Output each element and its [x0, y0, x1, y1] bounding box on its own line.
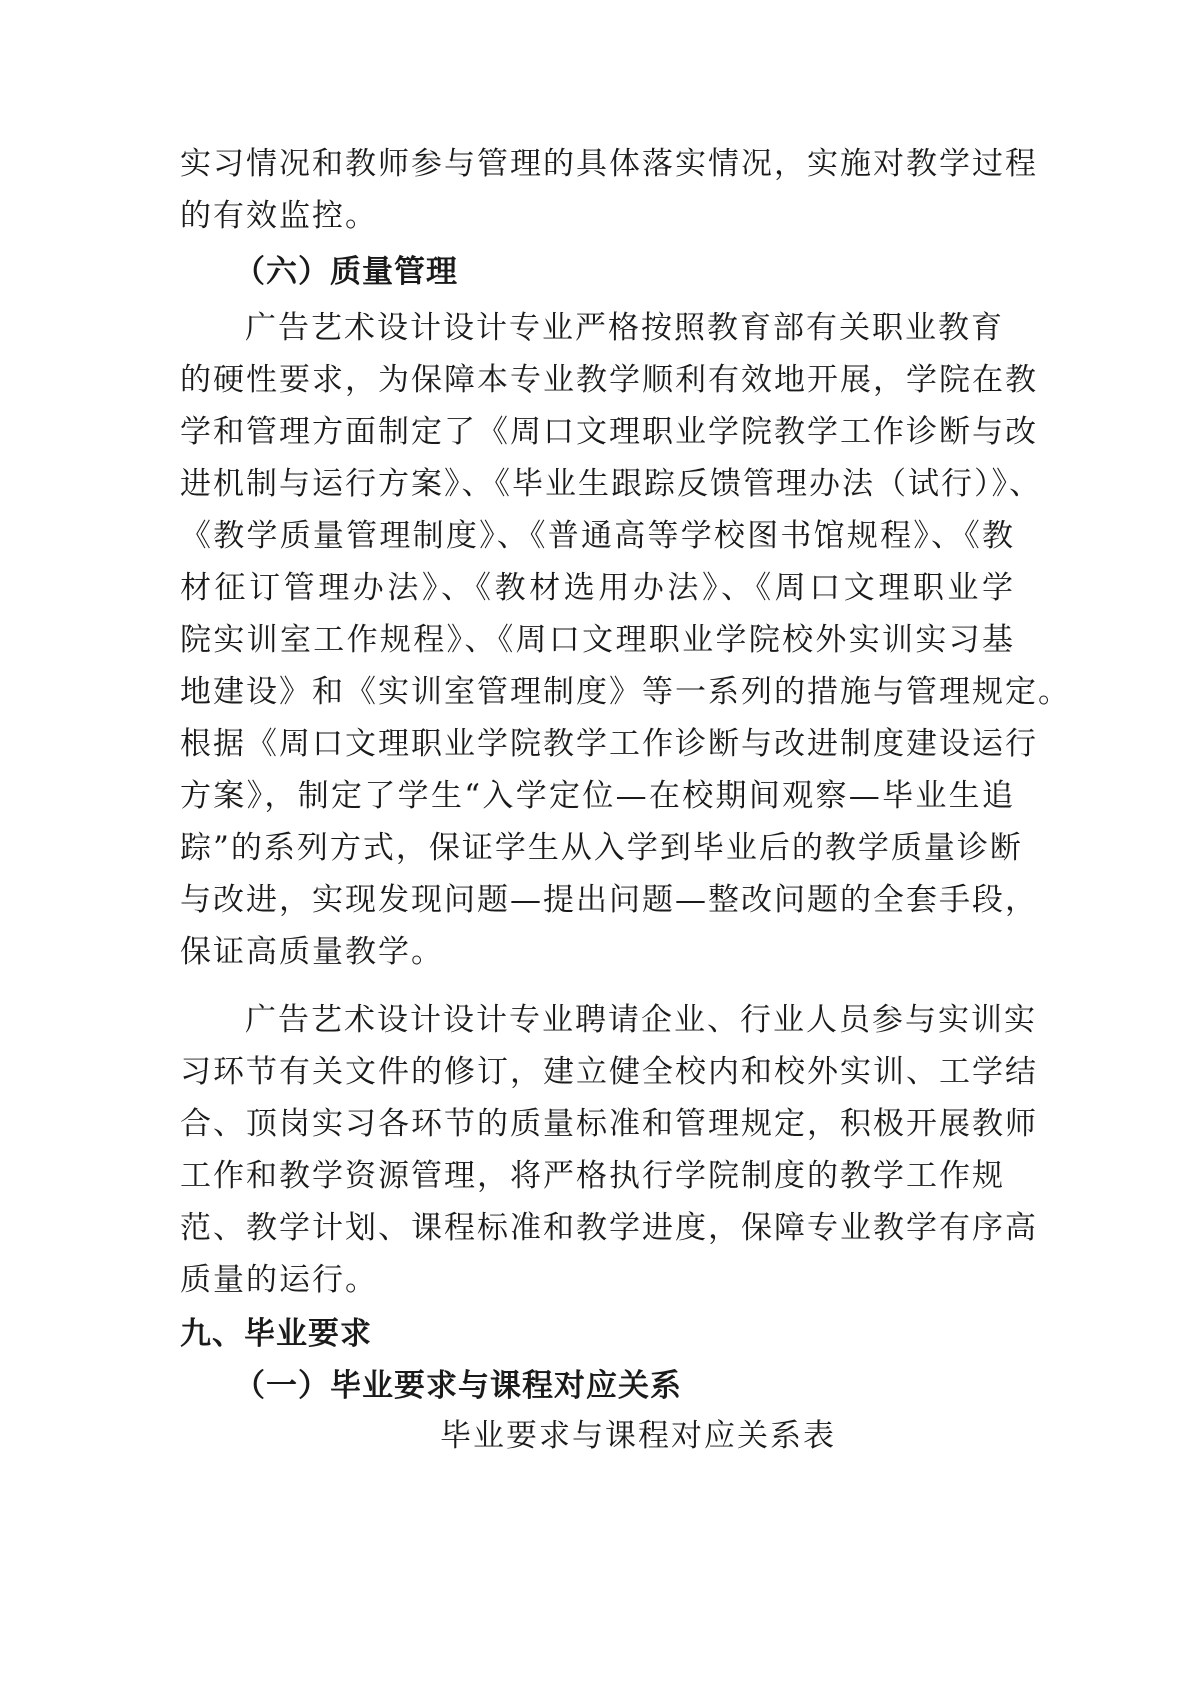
paragraph-two-line-4: 工作和教学资源管理，将严格执行学院制度的教学工作规: [180, 1158, 1005, 1194]
paragraph-one-line-13: 保证高质量教学。: [180, 934, 444, 970]
paragraph-one-line-5: 《教学质量管理制度》、《普通高等学校图书馆规程》、《教: [180, 518, 1015, 554]
paragraph-one-line-11: 踪”的系列方式，保证学生从入学到毕业后的教学质量诊断: [180, 830, 1023, 866]
paragraph-two-line-3: 合、顶岗实习各环节的质量标准和管理规定，积极开展教师: [180, 1106, 1038, 1142]
paragraph-one-line-7: 院实训室工作规程》、《周口文理职业学院校外实训实习基: [180, 622, 1015, 658]
intro-line-1: 实习情况和教师参与管理的具体落实情况，实施对教学过程: [180, 146, 1038, 182]
paragraph-one-line-6: 材征订管理办法》、《教材选用办法》、《周口文理职业学: [180, 570, 1015, 606]
paragraph-two-line-1: 广告艺术设计设计专业聘请企业、行业人员参与实训实: [245, 1002, 1037, 1038]
paragraph-two-line-2: 习环节有关文件的修订，建立健全校内和校外实训、工学结: [180, 1054, 1038, 1090]
paragraph-one-line-8: 地建设》和《实训室管理制度》等一系列的措施与管理规定。: [180, 674, 1071, 710]
paragraph-one-line-12: 与改进，实现发现问题—提出问题—整改问题的全套手段，: [180, 882, 1038, 918]
paragraph-two-line-6: 质量的运行。: [180, 1262, 378, 1298]
paragraph-one-line-1: 广告艺术设计设计专业严格按照教育部有关职业教育: [245, 310, 1004, 346]
paragraph-one-line-2: 的硬性要求，为保障本专业教学顺利有效地开展，学院在教: [180, 362, 1038, 398]
section-heading-quality: （六）质量管理: [234, 254, 458, 290]
table-caption: 毕业要求与课程对应关系表: [440, 1418, 836, 1454]
paragraph-one-line-10: 方案》，制定了学生“入学定位—在校期间观察—毕业生追: [180, 778, 1015, 814]
paragraph-two-line-5: 范、教学计划、课程标准和教学进度，保障专业教学有序高: [180, 1210, 1038, 1246]
section-heading-graduation: 九、毕业要求: [180, 1316, 372, 1352]
paragraph-one-line-3: 学和管理方面制定了《周口文理职业学院教学工作诊断与改: [180, 414, 1038, 450]
subsection-heading-requirements: （一）毕业要求与课程对应关系: [234, 1368, 682, 1404]
paragraph-one-line-9: 根据《周口文理职业学院教学工作诊断与改进制度建设运行: [180, 726, 1038, 762]
paragraph-one-line-4: 进机制与运行方案》、《毕业生跟踪反馈管理办法（试行）》、: [180, 466, 1042, 502]
intro-line-2: 的有效监控。: [180, 198, 378, 234]
